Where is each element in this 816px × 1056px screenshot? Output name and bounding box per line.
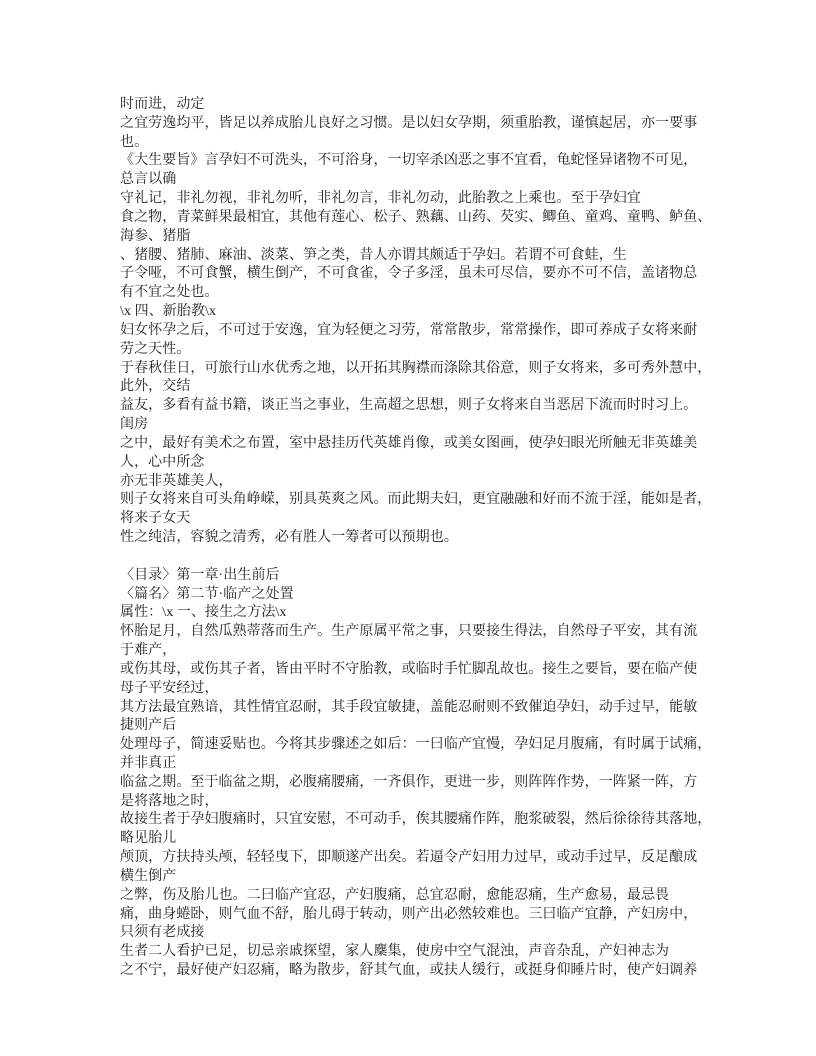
text-line: 生者二人看护已足，切忌亲戚探望，家人麇集，使房中空气混浊，声音杂乱，产妇神志为 [120, 944, 670, 960]
text-line: 此外，交结 [120, 379, 191, 395]
text-line: 只须有老成接 [120, 925, 205, 941]
text-line: 有不宜之处也。 [120, 285, 219, 301]
text-line: 性之纯洁，容貌之清秀，必有胜人一筹者可以预期也。 [120, 530, 458, 546]
text-line: 也。 [120, 134, 149, 150]
text-line: 益友，多看有益书籍，谈正当之事业，生高超之思想，则子女将来自当恶居下流而时时习上。 [120, 398, 698, 414]
text-line: 横生倒产 [120, 868, 177, 884]
text-line: 则子女将来自可头角峥嵘，别具英爽之风。而此期夫妇，更宜融融和好而不流于淫，能如是者， [120, 492, 712, 508]
text-line: 属性：\x 一、接生之方法\x [120, 605, 287, 621]
text-line: 亦无非英雄美人， [120, 473, 233, 489]
text-line: 或伤其母，或伤其子者，皆由平时不守胎教，或临时手忙脚乱故也。接生之要旨，要在临产使 [120, 661, 698, 677]
text-line: 痛，曲身蜷卧，则气血不舒，胎儿碍于转动，则产出必然较难也。三曰临产宜静，产妇房中， [120, 906, 698, 922]
text-line: 〈篇名〉第二节·临产之处置 [120, 586, 294, 602]
text-line: 海参、猪脂 [120, 228, 191, 244]
text-line: 、猪腰、猪肺、麻油、淡菜、笋之类，昔人亦谓其颇适于孕妇。若谓不可食蛙，生 [120, 247, 627, 263]
text-line: 闺房 [120, 417, 149, 433]
text-line: 于春秋佳日，可旅行山水优秀之地，以开拓其胸襟而涤除其俗意，则子女将来，多可秀外慧中， [120, 360, 712, 376]
text-line: 处理母子，简速妥贴也。今将其步骤述之如后：一曰临产宜慢，孕妇足月腹痛，有时属于试痛， [120, 737, 712, 753]
text-line: 时而进，动定 [120, 97, 205, 112]
text-line: 〈目录〉第一章·出生前后 [120, 567, 280, 583]
text-line: 妇女怀孕之后，不可过于安逸，宜为轻便之习劳，常常散步，常常操作，即可养成子女将来耐 [120, 322, 698, 338]
text-line: 怀胎足月，自然瓜熟蒂落而生产。生产原属平常之事，只要接生得法，自然母子平安，其有流 [120, 624, 698, 640]
text-line: 人，心中所念 [120, 454, 205, 470]
text-line: 《大生要旨》言孕妇不可洗头，不可浴身，一切宰杀凶恶之事不宜看，龟蛇怪异诸物不可见， [120, 153, 698, 169]
text-line: 之宜劳逸均平，皆足以养成胎儿良好之习惯。是以妇女孕期，须重胎教，谨慎起居，亦一要事 [120, 115, 698, 131]
text-line: 其方法最宜熟谙，其性情宜忍耐，其手段宜敏捷，盖能忍耐则不致催迫孕妇，动手过早，能敏 [120, 699, 698, 715]
text-line: 并非真正 [120, 755, 177, 771]
text-line: 之中，最好有美术之布置，室中悬挂历代英雄肖像，或美女图画，使孕妇眼光所触无非英雄美 [120, 435, 698, 451]
text-line: 之弊，伤及胎儿也。二曰临产宜忍，产妇腹痛，总宜忍耐，愈能忍痛，生产愈易，最忌畏 [120, 887, 670, 903]
text-line: 捷则产后 [120, 718, 177, 734]
text-line: 颅顶，方扶持头颅，轻轻曳下，即顺遂产出矣。若逼令产妇用力过早，或动手过早，反足酿成 [120, 850, 698, 866]
document-text-block [120, 96, 710, 981]
text-line: \x 四、新胎教\x [120, 304, 217, 320]
text-line: 总言以确 [120, 172, 177, 188]
text-line: 是将落地之时， [120, 793, 219, 809]
text-line: 之不宁，最好使产妇忍痛，略为散步，舒其气血，或扶人缓行，或挺身仰睡片时，使产妇调养 [120, 963, 698, 979]
text-line: 食之物，青菜鲜果最相宜，其他有莲心、松子、熟藕、山药、芡实、鲫鱼、童鸡、童鸭、鲈鱼、 [120, 209, 712, 225]
text-line: 将来子女天 [120, 511, 191, 527]
text-line: 于难产， [120, 643, 177, 659]
text-line: 母子平安经过， [120, 680, 219, 696]
text-line [120, 548, 710, 567]
text-line: 故接生者于孕妇腹痛时，只宜安慰，不可动手，俟其腰痛作阵，胞浆破裂，然后徐徐待其落地， [120, 812, 712, 828]
text-line: 劳之天性。 [120, 341, 191, 357]
text-line: 临盆之期。至于临盆之期，必腹痛腰痛，一齐俱作，更进一步，则阵阵作势，一阵紧一阵，方 [120, 774, 698, 790]
text-line: 子令哑，不可食蟹，横生倒产，不可食雀，令子多淫，虽未可尽信，要亦不可不信，盖诸物总 [120, 266, 698, 282]
text-line: 守礼记，非礼勿视，非礼勿听，非礼勿言，非礼勿动，此胎教之上乘也。至于孕妇宜 [120, 191, 641, 207]
text-line: 略见胎儿 [120, 831, 177, 847]
